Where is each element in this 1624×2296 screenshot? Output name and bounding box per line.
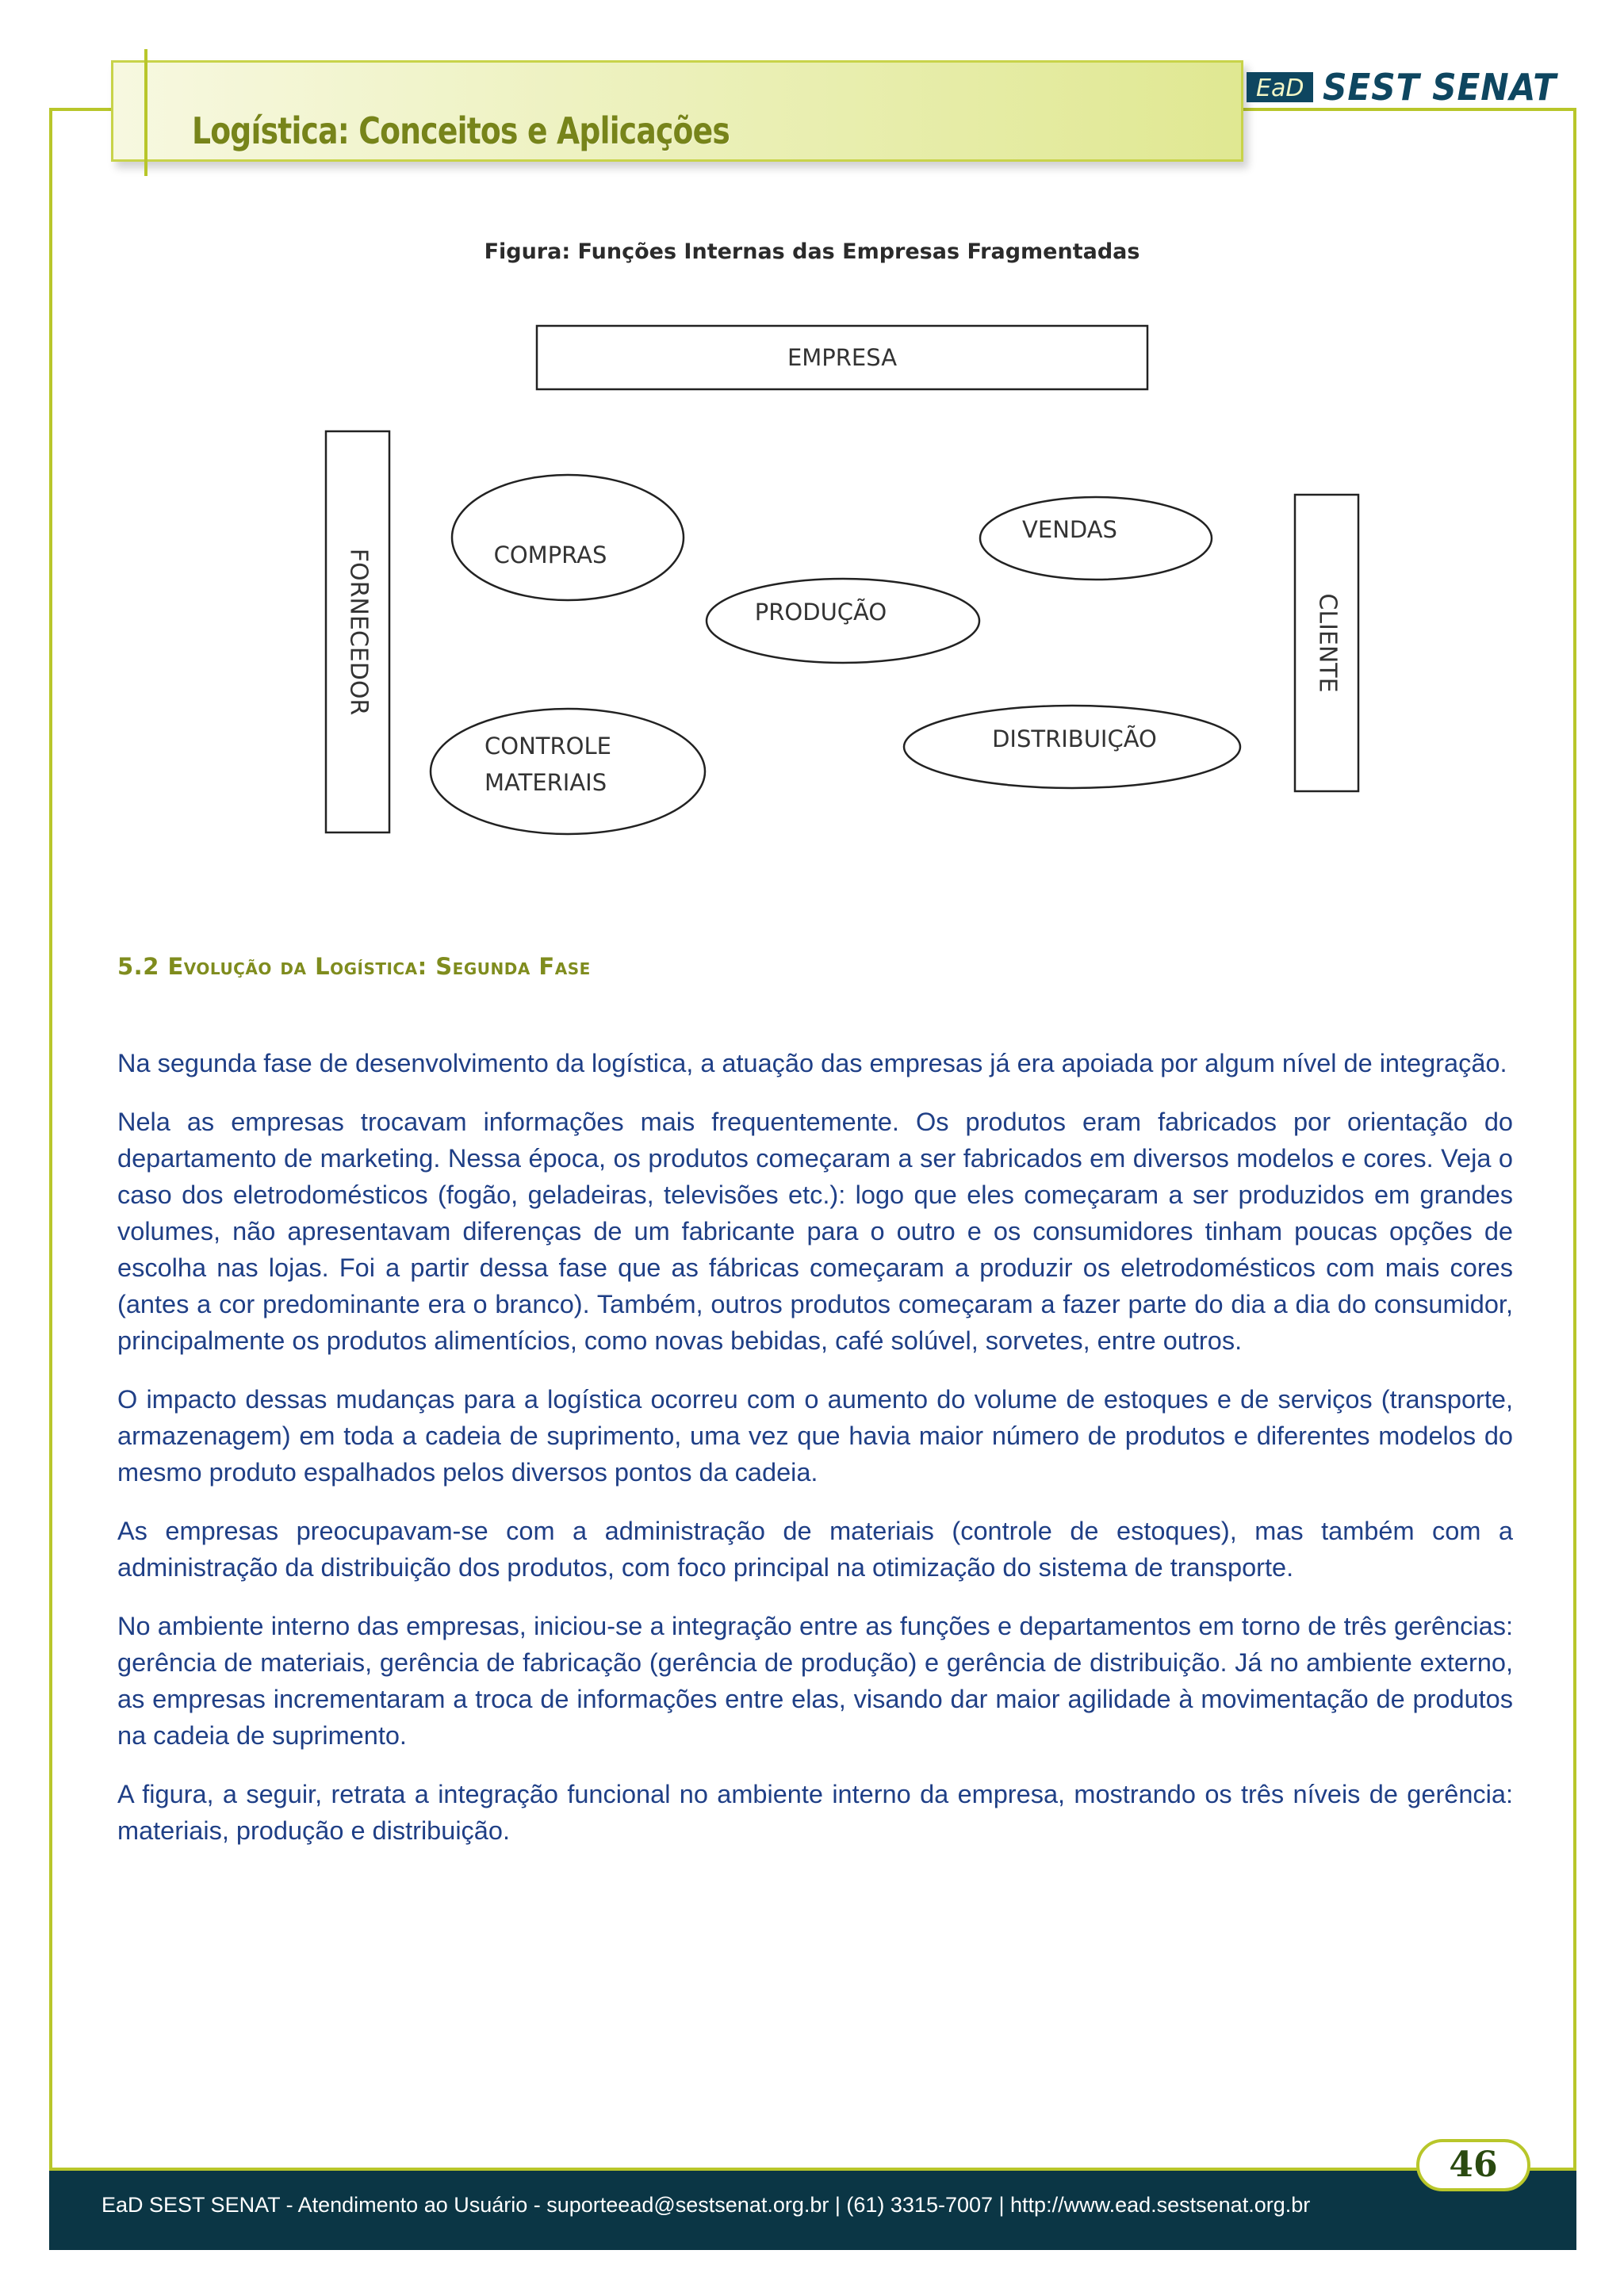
producao-label: PRODUÇÃO bbox=[754, 599, 887, 626]
paragraph: Na segunda fase de desenvolvimento da logística, a atuação das empresas já era apoiada por algum nível de integração. bbox=[117, 1049, 1507, 1077]
paragraph: As empresas preocupavam-se com a administração de materiais (controle de estoques), mas também com a administração da distribuição dos produtos, com foco principal na otimização do sistema de transporte. bbox=[117, 1517, 1513, 1582]
body-text bbox=[117, 1045, 1513, 1871]
distribuicao-label: DISTRIBUIÇÃO bbox=[992, 725, 1157, 752]
controle-label-line2: MATERIAIS bbox=[485, 769, 607, 796]
empresa-label: EMPRESA bbox=[787, 344, 898, 371]
paragraph: Nela as empresas trocavam informações mais frequentemente. Os produtos eram fabricados por orientação do departamento de marketing. Nessa época, os produtos começaram a ser fabricados em diversos modelos e cores. Veja o caso dos eletrodomésticos (fogão, geladeiras, televisões etc.): logo que eles começaram a ser produzidos em grandes volumes, não apresentavam diferenças de um fabricante para o outro e os consumidores tinham poucas opções de escolha nas lojas. Foi a partir dessa fase que as fábricas começaram a produzir os eletrodomésticos com mais cores (antes a cor predominante era o branco). Também, outros produtos começaram a fazer parte do dia a dia do consumidor, principalmente os produtos alimentícios, como novas bebidas, café solúvel, sorvetes, entre outros. bbox=[117, 1108, 1513, 1355]
page-number-badge: 46 bbox=[1416, 2139, 1530, 2191]
cliente-label: CLIENTE bbox=[1313, 593, 1342, 693]
footer-contact-text: EaD SEST SENAT - Atendimento ao Usuário - suporteead@sestsenat.org.br | (61) 3315-7007 | http://www.ead.sestsenat.org.br bbox=[102, 2193, 1311, 2217]
controle-label-line1: CONTROLE bbox=[485, 733, 611, 760]
logo-name: SEST SENAT bbox=[1323, 66, 1557, 109]
fornecedor-label: FORNECEDOR bbox=[344, 548, 373, 716]
paragraph: No ambiente interno das empresas, iniciou-se a integração entre as funções e departamentos em torno de três gerências: gerência de materiais, gerência de fabricação (gerência de produção) e gerência de distribuição. Já no ambiente externo, as empresas incrementaram a troca de informações entre elas, visando dar maior agilidade à movimentação de produtos na cadeia de suprimento. bbox=[117, 1612, 1513, 1750]
figure-title: Figura: Funções Internas das Empresas Fragmentadas bbox=[484, 239, 1140, 264]
page-title: Logística: Conceitos e Aplicações bbox=[192, 109, 730, 152]
compras-ellipse bbox=[452, 475, 684, 600]
paragraph: O impacto dessas mudanças para a logística ocorreu com o aumento do volume de estoques e de serviços (transporte, armazenagem) em toda a cadeia de suprimento, uma vez que havia maior número de produtos e diferentes modelos do mesmo produto espalhados pelos diversos pontos da cadeia. bbox=[117, 1385, 1513, 1487]
fragmented-functions-diagram bbox=[0, 0, 1624, 904]
paragraph: A figura, a seguir, retrata a integração funcional no ambiente interno da empresa, mostrando os três níveis de gerência: materiais, produção e distribuição. bbox=[117, 1780, 1513, 1845]
logo-ead-badge: EaD bbox=[1247, 72, 1313, 102]
section-heading: 5.2 Evolução da Logística: Segunda Fase bbox=[117, 953, 591, 980]
vendas-label: VENDAS bbox=[1022, 516, 1117, 543]
compras-label: COMPRAS bbox=[493, 541, 607, 568]
